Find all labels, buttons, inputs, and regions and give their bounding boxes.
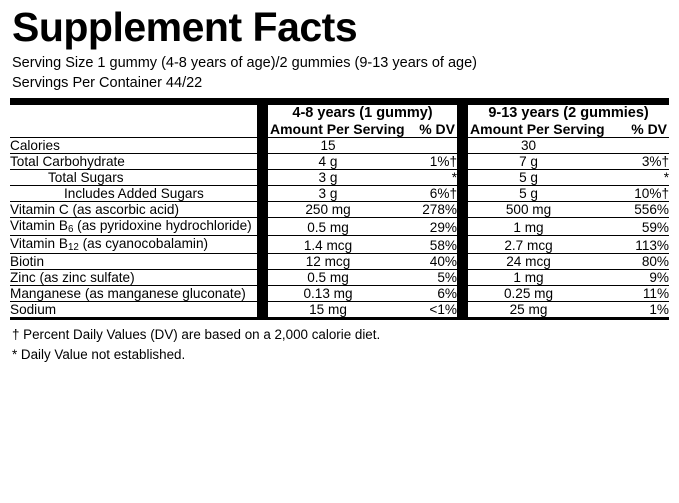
amount-9-13: 1 mg <box>468 218 589 236</box>
dv-4-8: <1% <box>429 302 458 318</box>
dv-9-13: 80% <box>589 254 669 270</box>
column-separator-a <box>257 105 268 121</box>
table-row <box>10 218 669 236</box>
dv-4-8: 29% <box>388 218 457 236</box>
table-row <box>10 270 669 286</box>
dv-9-13: 1% <box>649 302 670 318</box>
table-row <box>10 186 669 202</box>
footnote-daily-value: † Percent Daily Values (DV) are based on a 2,000 calorie diet. <box>12 327 381 343</box>
dv-4-8: 5% <box>388 270 457 286</box>
amount-4-8: 1.4 mcg <box>268 236 388 254</box>
dv-9-13: 3%† <box>589 154 669 170</box>
nutrient-name-subscript: 12 <box>67 242 79 254</box>
amount-4-8: 12 mcg <box>268 254 388 270</box>
spacer-cell <box>10 105 257 121</box>
column-separator-b <box>457 218 468 236</box>
amount-4-8: 0.13 mg <box>268 286 388 302</box>
subheader-row <box>10 121 669 138</box>
column-separator-a <box>257 154 268 170</box>
group-header-row <box>10 105 669 121</box>
column-separator-b <box>457 236 468 254</box>
amount-9-13: 30 <box>468 138 589 154</box>
dv-9-13 <box>589 138 669 154</box>
nutrient-name: Manganese (as manganese gluconate) <box>10 286 257 302</box>
amount-4-8: 250 mg <box>268 202 388 218</box>
table-row <box>10 202 669 218</box>
amount-4-8: 3 g <box>268 186 388 202</box>
table-row <box>10 254 669 270</box>
table-row <box>10 138 669 154</box>
amount-4-8: 15 mg <box>309 302 347 318</box>
column-separator-a <box>257 270 268 286</box>
nutrient-name: Calories <box>10 138 257 154</box>
nutrient-name: Vitamin C (as ascorbic acid) <box>10 202 257 218</box>
column-separator-b <box>457 105 468 121</box>
dv-4-8: * <box>388 170 457 186</box>
column-separator-b <box>457 254 468 270</box>
dv-9-13: 556% <box>589 202 669 218</box>
nutrient-name: Includes Added Sugars <box>10 186 257 202</box>
nutrient-name <box>10 236 257 254</box>
column-separator-a <box>257 254 268 270</box>
spacer-cell <box>10 121 257 138</box>
nutrient-name: Sodium <box>10 302 57 318</box>
table-row <box>10 286 669 302</box>
group-header-4-8: 4-8 years (1 gummy) <box>292 105 433 122</box>
amount-9-13: 24 mcg <box>468 254 589 270</box>
amount-header-4-8: Amount Per Serving <box>270 121 405 138</box>
nutrient-name: Zinc (as zinc sulfate) <box>10 270 257 286</box>
column-separator-b <box>457 186 468 202</box>
dv-4-8 <box>388 138 457 154</box>
divider-thick-top <box>10 98 669 105</box>
column-separator-a <box>257 138 268 154</box>
nutrient-name: Biotin <box>10 254 257 270</box>
column-separator-b <box>457 270 468 286</box>
dv-9-13: 10%† <box>589 186 669 202</box>
amount-9-13: 500 mg <box>468 202 589 218</box>
nutrition-table <box>10 105 669 317</box>
nutrient-name-suffix: (as pyridoxine hydrochloride) <box>73 218 252 234</box>
servings-per-container-text: Servings Per Container 44/22 <box>12 75 203 92</box>
dv-4-8: 1%† <box>388 154 457 170</box>
column-separator-a <box>257 170 268 186</box>
amount-header-9-13: Amount Per Serving <box>470 121 605 138</box>
nutrient-name: Total Sugars <box>10 170 257 186</box>
column-separator-b <box>457 138 468 154</box>
serving-size-text: Serving Size 1 gummy (4-8 years of age)/2 gummies (9-13 years of age) <box>12 55 478 72</box>
column-separator-b <box>457 121 468 138</box>
dv-9-13: 113% <box>589 236 669 254</box>
dv-4-8: 6%† <box>388 186 457 202</box>
column-separator-a <box>257 186 268 202</box>
column-separator-b <box>457 154 468 170</box>
dv-4-8: 40% <box>388 254 457 270</box>
nutrient-name-subscript: 6 <box>67 224 74 236</box>
dv-header-4-8: % DV <box>388 121 457 138</box>
nutrient-name-suffix: (as cyanocobalamin) <box>78 236 209 252</box>
nutrient-name: Total Carbohydrate <box>10 154 257 170</box>
amount-9-13: 0.25 mg <box>468 286 589 302</box>
amount-4-8: 3 g <box>268 170 388 186</box>
table-row <box>10 154 669 170</box>
nutrient-name <box>10 218 257 236</box>
page-title: Supplement Facts <box>12 4 358 50</box>
group-header-9-13: 9-13 years (2 gummies) <box>488 105 649 122</box>
table-row <box>10 170 669 186</box>
dv-4-8: 6% <box>388 286 457 302</box>
column-separator-b <box>457 286 468 302</box>
amount-4-8: 0.5 mg <box>268 218 388 236</box>
column-separator-a <box>257 202 268 218</box>
amount-9-13: 2.7 mcg <box>468 236 589 254</box>
amount-4-8: 4 g <box>268 154 388 170</box>
table-row <box>10 236 669 254</box>
amount-9-13: 25 mg <box>509 302 548 318</box>
column-separator-b <box>457 170 468 186</box>
nutrient-name-prefix: Vitamin B <box>10 236 68 252</box>
dv-4-8: 58% <box>388 236 457 254</box>
dv-9-13: 59% <box>589 218 669 236</box>
column-separator-a <box>257 236 268 254</box>
column-separator-b <box>457 202 468 218</box>
column-separator-a <box>257 121 268 138</box>
dv-9-13: * <box>589 170 669 186</box>
amount-4-8: 0.5 mg <box>268 270 388 286</box>
column-separator-a <box>257 218 268 236</box>
column-separator-a <box>257 286 268 302</box>
amount-4-8: 15 <box>268 138 388 154</box>
column-separator-a <box>257 302 268 318</box>
dv-9-13: 9% <box>589 270 669 286</box>
dv-9-13: 11% <box>589 286 669 302</box>
amount-9-13: 1 mg <box>468 270 589 286</box>
footnotes <box>10 320 669 364</box>
nutrient-name-prefix: Vitamin B <box>10 218 68 234</box>
column-separator-b <box>457 302 468 318</box>
amount-9-13: 7 g <box>468 154 589 170</box>
amount-9-13: 5 g <box>468 170 589 186</box>
dv-4-8: 278% <box>388 202 457 218</box>
table-row <box>10 302 669 318</box>
amount-9-13: 5 g <box>468 186 589 202</box>
dv-header-9-13: % DV <box>589 121 669 138</box>
footnote-not-established: * Daily Value not established. <box>12 346 186 362</box>
